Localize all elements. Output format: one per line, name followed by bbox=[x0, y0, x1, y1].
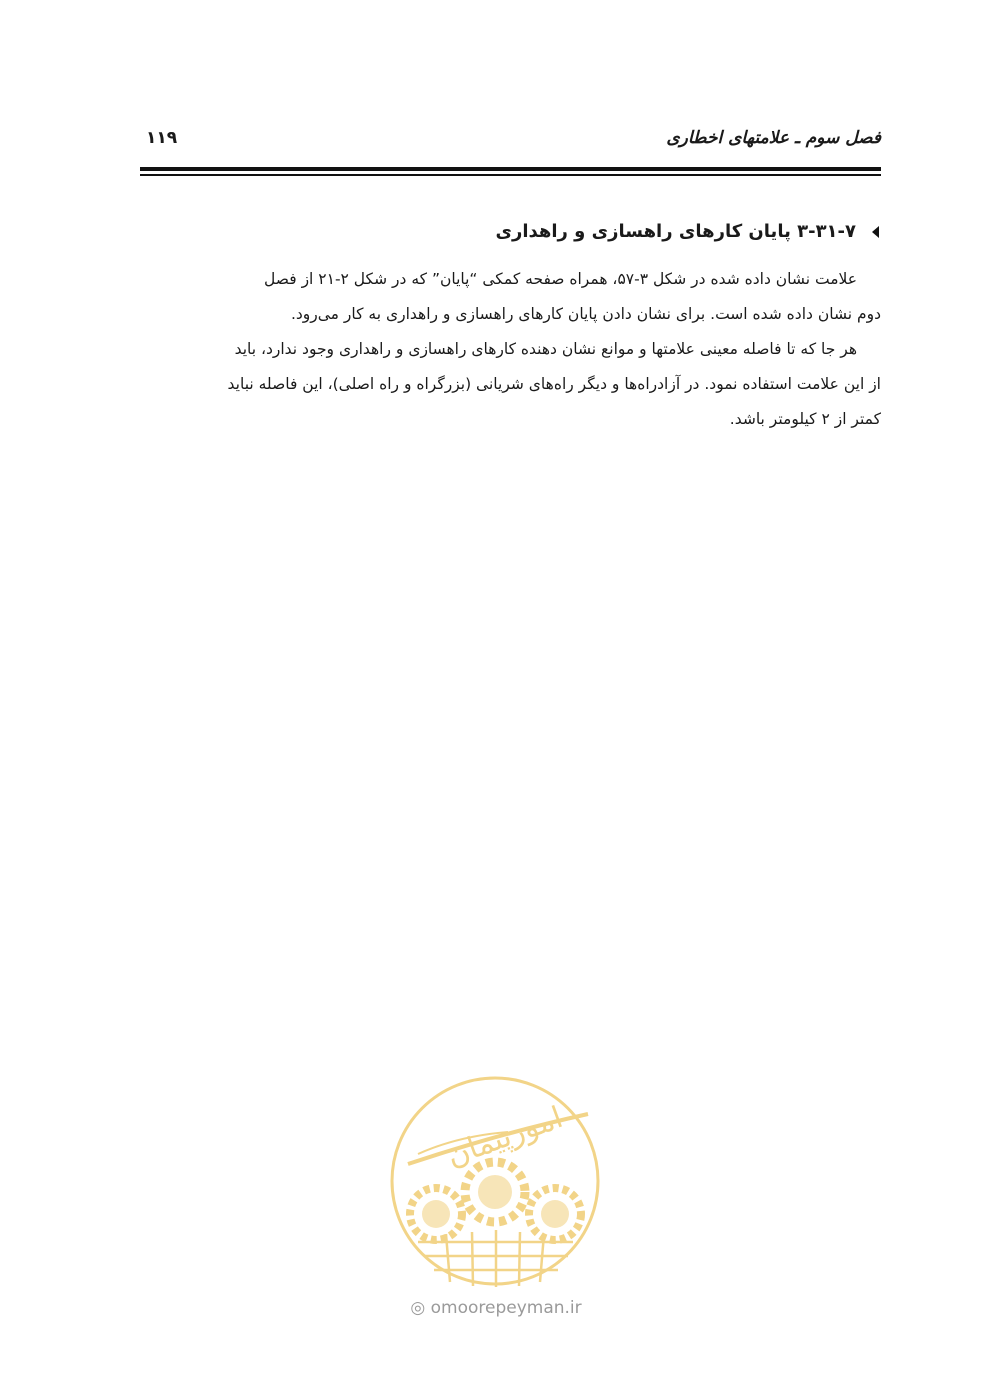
page-number: ۱۱۹ bbox=[146, 128, 178, 148]
watermark-logo bbox=[388, 1074, 603, 1289]
paragraph-2-line-1: هر جا که تا فاصله معینی علامتها و موانع نشان دهنده کارهای راهسازی و راهداری وجود ندارد، باید bbox=[234, 340, 857, 358]
paragraph-1-continued bbox=[140, 297, 881, 332]
watermark-logo-text: امورپیمان bbox=[442, 1100, 568, 1175]
chapter-title: فصل سوم ـ علامتهای اخطاری bbox=[666, 128, 881, 148]
globe-icon: ◎ bbox=[410, 1298, 426, 1318]
paragraph-1-line-2: دوم نشان داده شده است. برای نشان دادن پایان کارهای راهسازی و راهداری به کار می‌رود. bbox=[290, 305, 881, 323]
section-heading bbox=[140, 214, 881, 250]
paragraph-2-continued bbox=[140, 367, 881, 437]
header-rule-thick bbox=[140, 167, 881, 171]
section-heading-text: ۳-۳۱-۷ پایان کارهای راهسازی و راهداری bbox=[495, 221, 856, 242]
paragraph-2 bbox=[140, 332, 881, 367]
watermark-site-text: omoorepeyman.ir bbox=[430, 1298, 582, 1318]
paragraph-1 bbox=[140, 262, 881, 297]
paragraph-2-line-3: کمتر از ۲ کیلومتر باشد. bbox=[729, 410, 881, 428]
paragraph-2-line-2: از این علامت استفاده نمود. در آزادراه‌ها و دیگر راه‌های شریانی (بزرگراه و راه اصلی)، این فاصله نباید bbox=[227, 375, 881, 393]
watermark-site bbox=[383, 1298, 609, 1318]
page-header bbox=[140, 124, 881, 164]
header-rule-thin bbox=[140, 174, 881, 176]
paragraph-1-line-1: علامت نشان داده شده در شکل ۳-۵۷، همراه صفحه کمکی “پایان” که در شکل ۲-۲۱ از فصل bbox=[264, 270, 857, 288]
triangle-left-icon bbox=[872, 226, 879, 238]
section-3-31-7 bbox=[140, 214, 881, 437]
watermark-logo-graphic bbox=[388, 1074, 603, 1289]
